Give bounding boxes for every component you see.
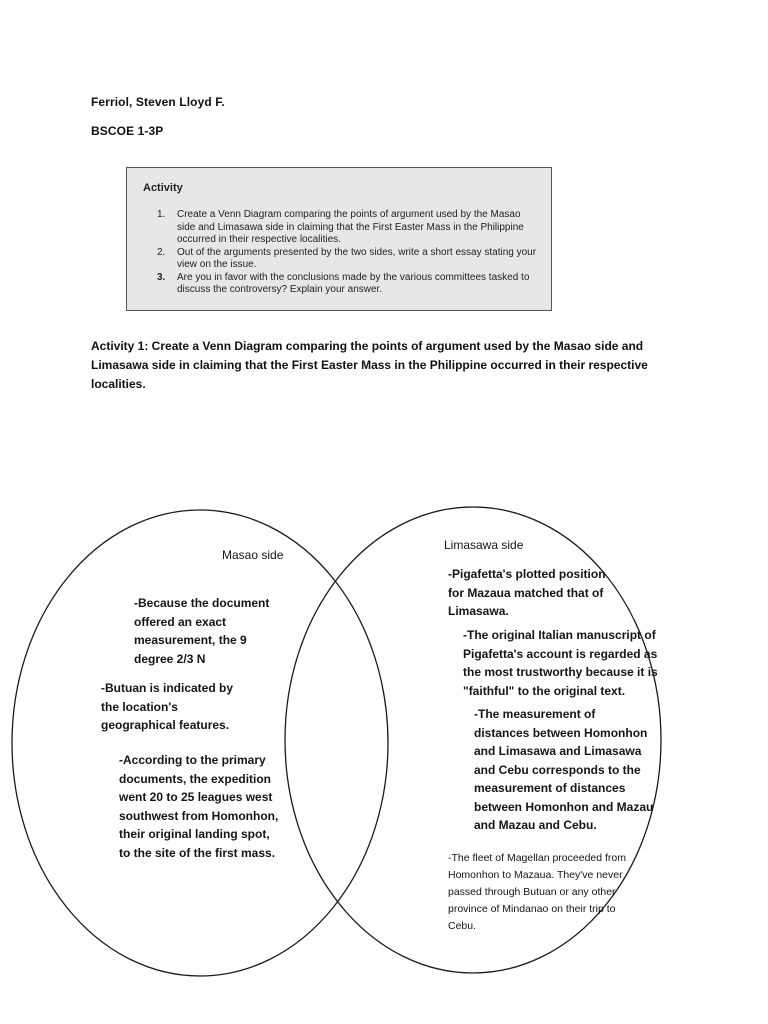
masao-point: -According to the primary documents, the expedition went 20 to 25 leagues west southwest from Homonhon, their original landing spot, to the site of the first mass. bbox=[119, 753, 279, 860]
activity-item-text: Out of the arguments presented by the two sides, write a short essay stating your view on the issue. bbox=[177, 246, 537, 270]
activity-item-text: Create a Venn Diagram comparing the points of argument used by the Masao side and Limasawa side in claiming that the First Easter Mass in the Philippine occurred in their respective localities. bbox=[177, 209, 524, 245]
student-section: BSCOE 1-3P bbox=[91, 124, 164, 138]
masao-point: -Because the document offered an exact measurement, the 9 degree 2/3 N bbox=[134, 596, 270, 666]
venn-circle-masao bbox=[12, 510, 388, 976]
limasawa-point: -Pigafetta's plotted position for Mazaua matched that of Limasawa. bbox=[448, 567, 606, 618]
limasawa-side-title: Limasawa side bbox=[444, 538, 524, 552]
activity-description: Activity 1: Create a Venn Diagram comparing the points of argument used by the Masao side and Limasawa side in claiming that the First Easter Mass in the Philippine occurred in their respective localities. bbox=[91, 339, 648, 391]
masao-side-title: Masao side bbox=[222, 548, 284, 562]
limasawa-point: -The measurement of distances between Homonhon and Limasawa and Limasawa and Cebu corresponds to the measurement of distances between Homonhon and Mazau and Mazau and Cebu. bbox=[474, 707, 654, 832]
limasawa-point: -The original Italian manuscript of Pigafetta's account is regarded as the most trustworthy because it is "faithful" to the original text. bbox=[463, 628, 658, 698]
activity-item-number: 2. bbox=[157, 246, 166, 258]
masao-point: -Butuan is indicated by the location's geographical features. bbox=[101, 681, 234, 732]
student-name: Ferriol, Steven Lloyd F. bbox=[91, 95, 225, 109]
activity-item-text: Are you in favor with the conclusions made by the various committees tasked to discuss the controversy? Explain your answer. bbox=[177, 271, 530, 295]
activity-item-number: 3. bbox=[157, 271, 166, 283]
activity-item-number: 1. bbox=[157, 209, 166, 220]
limasawa-point: -The fleet of Magellan proceeded from Homonhon to Mazaua. They've never passed through Butuan or any other province of Mindanao on their trip to Cebu. bbox=[448, 852, 627, 932]
activity-title: Activity bbox=[143, 182, 183, 194]
